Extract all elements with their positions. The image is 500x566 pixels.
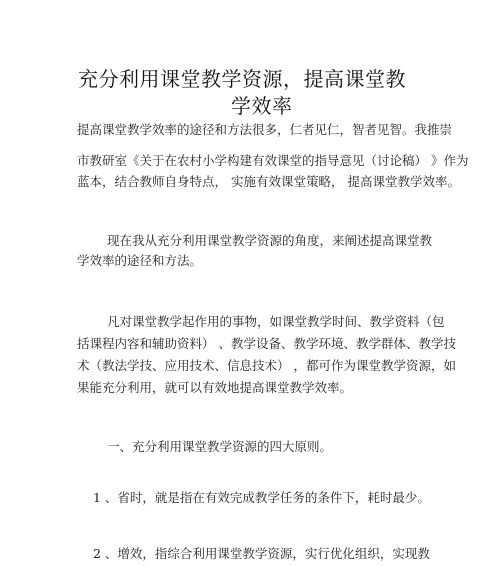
list-item-1: 1 、省时，就是指在有效完成教学任务的条件下，耗时最少。 bbox=[93, 490, 430, 505]
paragraph-3-line-4: 果能充分利用，就可以有效地提高课堂教学效率。 bbox=[77, 380, 353, 395]
paragraph-3-line-3: 术（教法学技、应用技术、信息技术） ，都可作为课堂教学资源，如 bbox=[77, 358, 456, 373]
paragraph-1-line-3: 蓝本，结合教师自身特点， 实施有效课堂策略， 提高课堂教学效率。 bbox=[77, 174, 460, 189]
paragraph-2-line-2: 学效率的途径和方法。 bbox=[77, 253, 203, 268]
document-title-line-2: 学效率 bbox=[231, 94, 293, 118]
paragraph-1-line-2: 市教研室《关于在农村小学构建有效课堂的指导意见（讨论稿） 》作为 bbox=[77, 153, 469, 168]
list-item-2: 2 、增效，指综合利用课堂教学资源，实行优化组织，实现教 bbox=[93, 546, 430, 561]
document-title-line-1: 充分利用课堂教学资源，提高课堂教 bbox=[78, 67, 406, 91]
paragraph-3-line-2: 括课程内容和辅助资料） 、教学设备、教学环境、教学群体、教学技 bbox=[77, 336, 456, 351]
section-heading-1: 一、充分利用课堂教学资源的四大原则。 bbox=[107, 439, 333, 454]
paragraph-3-line-1: 凡对课堂教学起作用的事物，如课堂教学时间、教学资料（包 bbox=[107, 314, 445, 329]
paragraph-2-line-1: 现在我从充分利用课堂教学资源的角度，来阐述提高课堂教 bbox=[107, 233, 433, 248]
paragraph-1-line-1: 提高课堂教学效率的途径和方法很多，仁者见仁，智者见智。我推崇 bbox=[77, 122, 453, 137]
